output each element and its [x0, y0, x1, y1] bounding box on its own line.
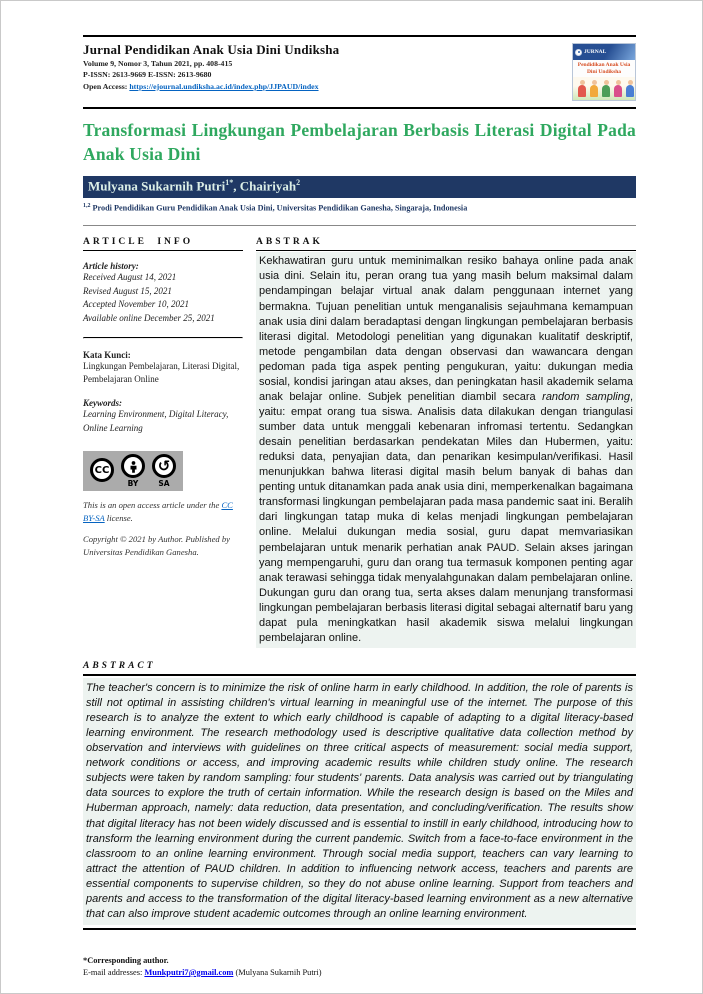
abstrak-text-1: Kekhawatiran guru untuk meminimalkan resiko bahaya online pada anak usia dini. Selain itu, peran orang tua yang masih belum maksimal dalam pendampingan belajar virtual anak dalam penggunaan internet yang bermakna. Tujuan penelitian untuk menganalisis sejauhmana kemampuan anak usia dini dalam beradaptasi dengan lingkungan pembelajaran berbasis literasi digital. Metodologi penelitian yang digunakan kualitatif deskriptif, metode pengambilan data dengan observasi dan wawancara dengan pedoman pada tiga aspek penting pengukuran, yaitu: dukungan media sosial, kondisi jaringan atau akses, dan peningkatan hasil akademik selama anak belajar online. Subjek penelitian diambil secara [259, 255, 633, 403]
open-access-label: Open Access: [83, 81, 130, 91]
open-access-link[interactable]: https://ejournal.undiksha.ac.id/index.php/JJPAUD/index [129, 81, 319, 91]
journal-header-text [83, 42, 339, 92]
keywords-label: Keywords: [83, 398, 122, 409]
author-2: Chairiyah [239, 178, 297, 194]
abstract-bottom-rule [83, 928, 636, 930]
article-info-heading: ARTICLE INFO [83, 237, 243, 251]
email-link[interactable]: Munkputri7@gmail.com [144, 967, 234, 977]
logo-band-text: JURNAL [584, 49, 607, 55]
author-separator: , [233, 178, 240, 194]
history-available: Available online December 25, 2021 [83, 312, 215, 323]
email-line [83, 968, 636, 977]
footer [83, 956, 636, 977]
license-text-1: This is an open access article under the [83, 500, 222, 511]
cc-by-sa-badge[interactable] [83, 451, 183, 491]
cc-column [90, 454, 114, 482]
author-1: Mulyana Sukarnih Putri [88, 178, 226, 194]
history-accepted: Accepted November 10, 2021 [83, 299, 189, 310]
article-info-divider [83, 337, 243, 339]
sa-label: SA [158, 479, 170, 489]
volume-line: Volume 9, Nomor 3, Tahun 2021, pp. 408-415 [83, 59, 233, 68]
sa-column [152, 454, 176, 488]
by-column [121, 454, 145, 488]
journal-name: Jurnal Pendidikan Anak Usia Dini Undiksha [83, 42, 340, 57]
person-icon [121, 454, 145, 478]
child-figure-icon [614, 85, 622, 97]
two-column-area [83, 237, 636, 648]
license-text-2: license. [104, 512, 133, 523]
history-label: Article history: [83, 261, 139, 272]
email-label: E-mail addresses: [83, 967, 145, 977]
open-access-line [83, 81, 339, 92]
abstrak-heading: ABSTRAK [256, 237, 636, 251]
kata-kunci-label: Kata Kunci: [83, 350, 131, 361]
children-illustration [573, 77, 635, 100]
logo-band [573, 44, 635, 60]
author-bar [83, 176, 636, 197]
logo-subtitle: Pendidikan Anak Usia Dini Undiksha [577, 62, 631, 75]
abstrak-text-2: , yaitu: empat orang tua siswa. Analisis data dilakukan dengan triangulasi sumber data untuk menggali kebenaran infromasi tertentu. Sedangkan desain penelitian berdasarkan pendekatan Miles dan Hubermen, yaitu: reduksi data, penyajian data, dan penarikan kesimpulan/verifikasi. Hasil menunjukkan bahwa literasi digital masih belum banyak di bahas dan penting untuk ditanamkan pada anak usia dini, memperkenalkan bagaimana transformasi lingkungan pembelajaran pada masa pandemic saat ini. Beralih dari lingkungan tatap muka di kelas menjadi lingkungan pembelajaran online. Melalui dukungan media sosial, guru dapat memvariasikan pembelajaran untuk menarik perhatian anak PAUD. Selain akses jaringan yang mempengaruhi, guru dan orang tua termasuk komponen penting agar anak terawasi sehingga tidak menyalahgunakan dalam pembelajaran online. Dukungan guru dan orang tua, serta akses dalam menunjang transformasi lingkungan pembelajaran berbasis literasi digital sebagai alternatif baru yang dapat pula meningkatkan hasil akademik siswa melalui lingkungan pembelajaran online. [259, 390, 634, 644]
article-title: Transformasi Lingkungan Pembelajaran Berbasis Literasi Digital Pada Anak Usia Dini [83, 120, 636, 165]
affiliation-sup: 1,2 [83, 202, 91, 209]
history-revised: Revised August 15, 2021 [83, 285, 172, 296]
child-figure-icon [590, 85, 598, 97]
cc-icon: CC [90, 458, 114, 482]
copyright-statement: Copyright © 2021 by Author. Published by Universitas Pendidikan Ganesha. [83, 534, 230, 557]
corresponding-author-note: *Corresponding author. [83, 955, 169, 965]
kata-kunci-text: Lingkungan Pembelajaran, Literasi Digital, Pembelajaran Online [83, 361, 240, 385]
header-bottom-rule [83, 107, 636, 109]
share-alike-arrow-icon: ↺ [152, 454, 176, 478]
abstract-heading: ABSTRACT [83, 660, 156, 671]
keywords-text: Learning Environment, Digital Literacy, Online Learning [83, 409, 229, 433]
abstrak-text-italic: random sampling [542, 390, 630, 403]
by-label: BY [127, 479, 139, 489]
cc-by-sa-link[interactable]: CC BY-SA [83, 500, 233, 523]
article-info-column [83, 237, 243, 648]
child-figure-icon [626, 85, 634, 97]
affiliation [83, 203, 636, 213]
affiliation-text: Prodi Pendidikan Guru Pendidikan Anak Usia Dini, Universitas Pendidikan Ganesha, Singaraja, Indonesia [90, 203, 468, 213]
journal-cover-logo [572, 43, 636, 101]
child-figure-icon [578, 85, 586, 97]
author-1-sup: 1* [225, 178, 234, 188]
affiliation-divider [83, 225, 636, 226]
email-suffix: (Mulyana Sukarnih Putri) [233, 967, 322, 977]
abstrak-column [256, 237, 636, 648]
author-2-sup: 2 [296, 178, 301, 188]
abstract-body: The teacher's concern is to minimize the risk of online harm in early childhood. In addition, the role of parents is still not optimal in assisting children's virtual learning in meaningful use of the internet. The purpose of this research is to analyze the extent to which early childhood is capable of adapting to a digital literacy-based learning environment. The research methodology used is descriptive qualitative data collection method by observation and interviews with guidelines on three critical aspects of measurement: social media support, network conditions or access, and improving academic results while children study online. The research subjects were taken by random sampling: four students' parents. Data analysis was carried out by triangulating data sources to explore the truth of certain information. While the research design is based on the Miles and Huberman approach, namely: data reduction, data presentation, and concluding/verification. The results show that digital literacy has not been widely discussed and is essential to instill in early childhood, introducing how to transform the learning environment during the current pandemic. Switch from a face-to-face environment in the classroom to an online learning environment. Through social media support, teachers can vary learning to attract the attention of PAUD children. In addition to influencing network access, teachers and parents are essential components to supervise children, so they do not abuse online learning. Support from teachers and parents and access to the transformation of the digital literacy-based learning environment as a new alternative that can also improve student academic outcomes through an online learning environment. [83, 678, 636, 925]
logo-emblem-icon [575, 49, 582, 56]
license-statement [83, 499, 243, 524]
child-figure-icon [602, 85, 610, 97]
history-received: Received August 14, 2021 [83, 272, 177, 283]
journal-header [83, 37, 636, 107]
abstrak-body [256, 252, 636, 648]
abstract-heading-rule [83, 674, 636, 676]
english-abstract-section [83, 661, 636, 930]
issn-line: P-ISSN: 2613-9669 E-ISSN: 2613-9680 [83, 70, 212, 80]
